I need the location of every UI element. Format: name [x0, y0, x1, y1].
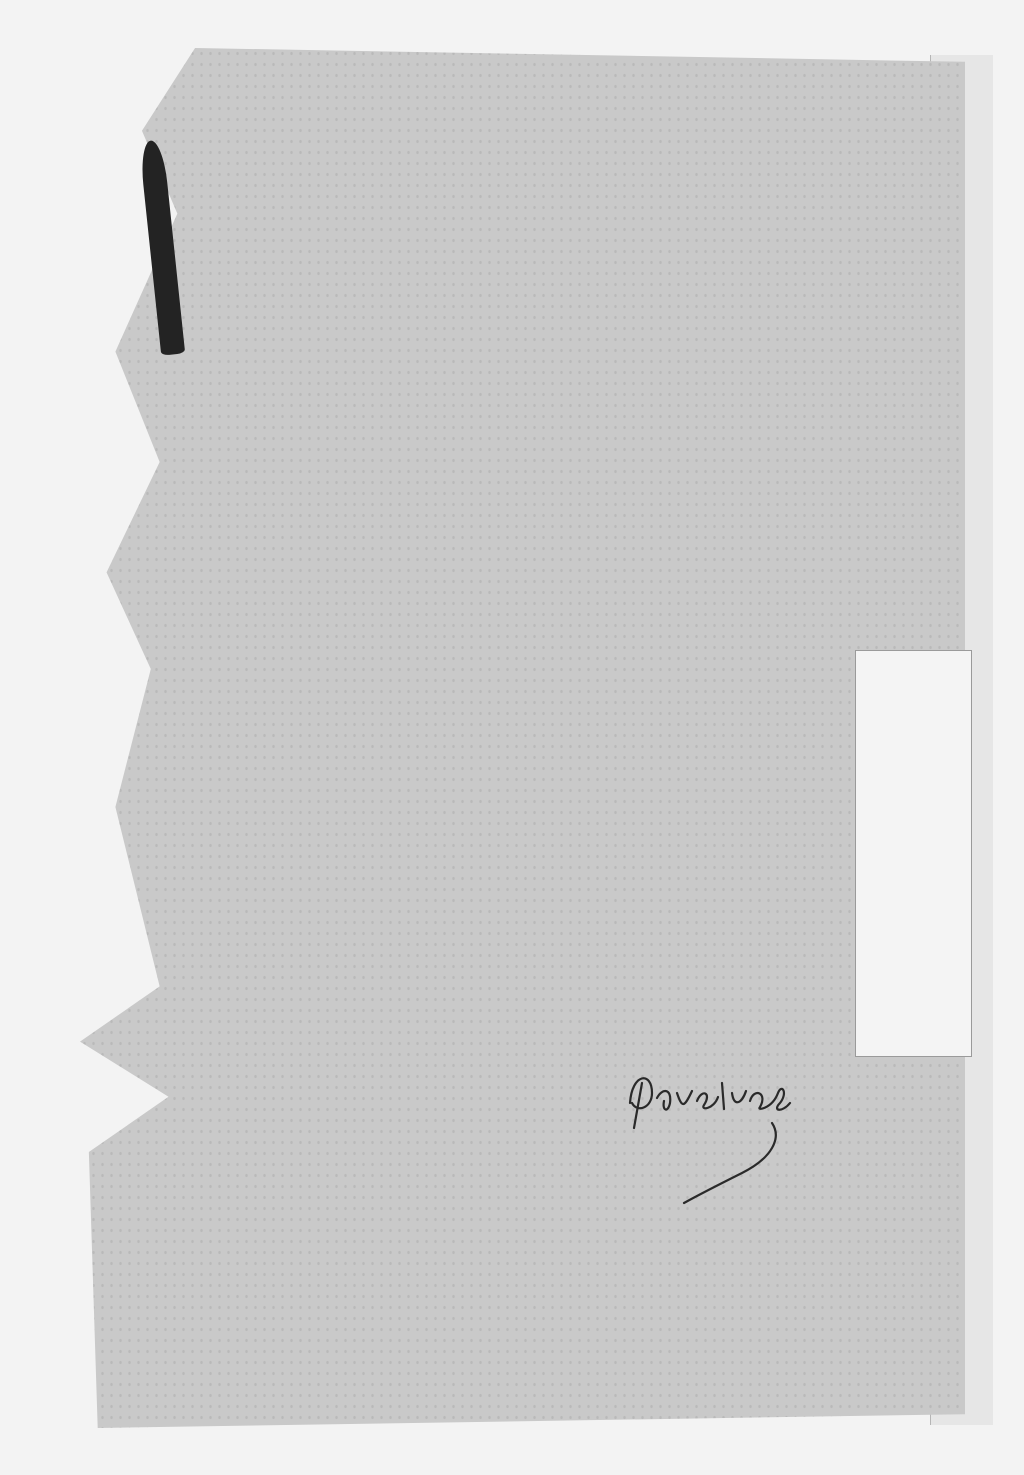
- document-sheet: [80, 48, 965, 1428]
- handwritten-signature: [622, 1063, 822, 1213]
- paper-patch: [855, 650, 972, 1057]
